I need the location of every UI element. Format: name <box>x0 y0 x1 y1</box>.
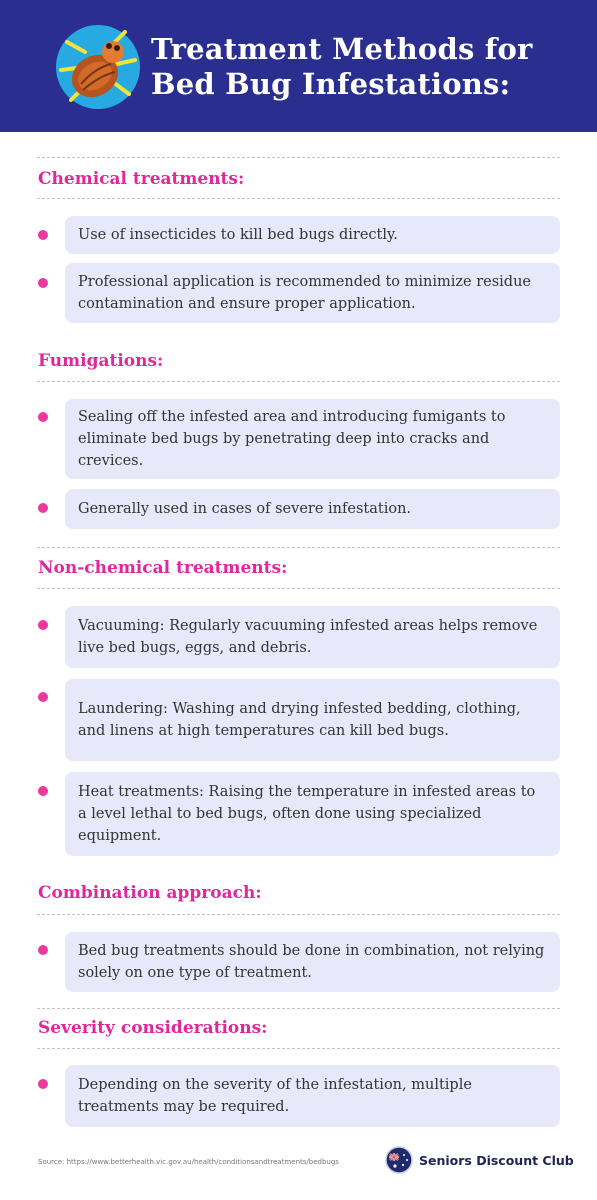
bullet-dot <box>38 620 48 630</box>
section-divider <box>37 547 560 548</box>
list-item-text: Use of insecticides to kill bed bugs directly. <box>78 227 398 243</box>
list-item-text: Vacuuming: Regularly vacuuming infested areas helps remove live bed bugs, eggs, and debris. <box>78 618 538 656</box>
list-item-text: Bed bug treatments should be done in combination, not relying solely on one type of treatment. <box>78 943 545 981</box>
section-title-non-chemical: Non-chemical treatments: <box>38 558 288 578</box>
source-citation: Source: https://www.betterhealth.vic.gov.au/health/conditionsandtreatments/bedbugs <box>38 1158 339 1166</box>
list-item <box>65 932 560 992</box>
bullet-dot <box>38 230 48 240</box>
section-divider <box>37 588 560 589</box>
list-item <box>65 489 560 529</box>
list-item <box>65 216 560 254</box>
list-item <box>65 772 560 856</box>
section-divider <box>37 914 560 915</box>
list-item-text: Generally used in cases of severe infestation. <box>78 501 412 517</box>
section-divider <box>37 157 560 158</box>
section-divider <box>37 381 560 382</box>
bullet-dot <box>38 412 48 422</box>
list-item <box>65 399 560 479</box>
brand-logo-lockup[interactable] <box>385 1145 574 1175</box>
title-line-2: Bed Bug Infestations: <box>151 67 511 101</box>
bed-bug-icon <box>55 24 141 110</box>
australia-flag-logo-icon <box>385 1146 413 1174</box>
bullet-dot <box>38 786 48 796</box>
list-item-text: Laundering: Washing and drying infested bedding, clothing, and linens at high temperatures can kill bed bugs. <box>78 701 521 739</box>
header-banner <box>0 0 597 132</box>
list-item-text: Professional application is recommended to minimize residue contamination and ensure proper application. <box>78 274 531 312</box>
section-divider <box>37 1008 560 1009</box>
title-line-1: Treatment Methods for <box>151 32 533 66</box>
section-title-severity: Severity considerations: <box>38 1018 268 1038</box>
list-item-text: Heat treatments: Raising the temperature in infested areas to a level lethal to bed bugs, often done using specialized equipment. <box>78 784 536 844</box>
brand-name: Seniors Discount Club <box>419 1152 574 1168</box>
list-item-text: Depending on the severity of the infestation, multiple treatments may be required. <box>78 1077 472 1115</box>
section-title-chemical: Chemical treatments: <box>38 169 245 189</box>
bullet-dot <box>38 278 48 288</box>
section-divider <box>37 1048 560 1049</box>
bullet-dot <box>38 503 48 513</box>
list-item <box>65 263 560 323</box>
section-title-combination: Combination approach: <box>38 883 262 903</box>
section-divider <box>37 198 560 199</box>
list-item <box>65 606 560 668</box>
section-title-fumigations: Fumigations: <box>38 351 164 371</box>
list-item-text: Sealing off the infested area and introducing fumigants to eliminate bed bugs by penetrating deep into cracks and crevices. <box>78 409 506 469</box>
list-item <box>65 679 560 761</box>
bullet-dot <box>38 692 48 702</box>
bullet-dot <box>38 945 48 955</box>
page-title <box>151 32 581 102</box>
list-item <box>65 1065 560 1127</box>
bullet-dot <box>38 1079 48 1089</box>
